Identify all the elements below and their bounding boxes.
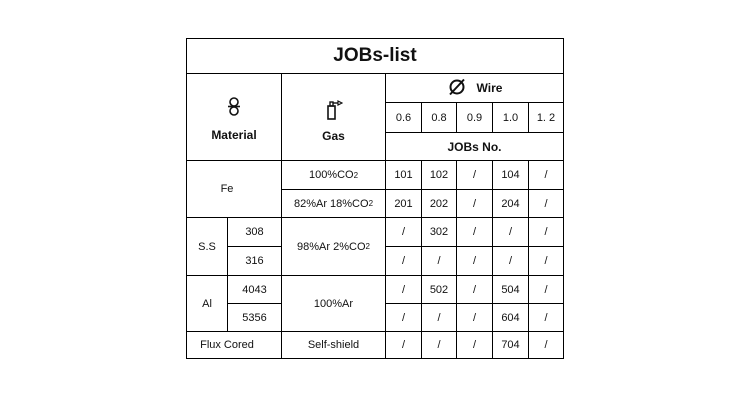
job-cell: /	[544, 255, 548, 267]
job-cell: 502	[429, 283, 449, 296]
material-header-label: Material	[211, 127, 257, 142]
gas-cell: 100%Ar	[313, 297, 354, 310]
grade-cell: 5356	[242, 311, 267, 324]
job-cell: /	[401, 311, 406, 324]
job-cell: 302	[429, 226, 449, 238]
gas-header-label: Gas	[322, 128, 345, 143]
job-cell: /	[544, 226, 548, 238]
job-cell: 504	[501, 283, 520, 296]
job-cell: /	[472, 226, 477, 238]
material-fe: Fe	[220, 183, 234, 195]
jobs-no-header: JOBs No.	[447, 139, 502, 154]
gas-cell: 100%CO 2	[308, 169, 359, 181]
job-cell: /	[544, 311, 548, 324]
job-cell: /	[401, 339, 406, 351]
job-cell: /	[472, 283, 477, 296]
gas-cell: Self-shield	[307, 339, 360, 351]
gas-cell: 98%Ar 2%CO 2	[297, 240, 370, 253]
wire-size: 1.0	[502, 111, 519, 124]
job-cell: /	[472, 169, 477, 181]
gas-cell: 82%Ar 18%CO 2	[293, 197, 374, 210]
job-cell: 704	[501, 339, 520, 351]
material-al: Al	[202, 297, 212, 310]
grade-cell: 316	[245, 255, 264, 267]
grade-cell: 4043	[242, 283, 267, 296]
job-cell: 201	[394, 197, 413, 210]
job-cell: /	[472, 311, 477, 324]
wire-header-label: Wire	[476, 81, 503, 95]
diameter-icon	[447, 78, 467, 99]
job-cell: /	[472, 255, 477, 267]
grade-cell: 308	[245, 226, 264, 238]
job-cell: /	[544, 197, 548, 210]
wire-header	[386, 74, 563, 102]
material-header	[187, 74, 281, 160]
job-cell: 204	[501, 197, 520, 210]
job-cell: /	[472, 197, 477, 210]
job-cell: /	[437, 255, 441, 267]
gas-cylinder-icon	[325, 98, 343, 123]
job-cell: /	[401, 226, 406, 238]
table-title: JOBs-list	[333, 45, 417, 66]
jobs-list-table	[186, 38, 564, 359]
material-flux-cored: Flux Cored	[200, 339, 254, 351]
job-cell: /	[437, 339, 441, 351]
job-cell: /	[401, 255, 406, 267]
wire-size: 1. 2	[536, 111, 556, 124]
job-cell: /	[544, 169, 548, 181]
job-cell: 604	[501, 311, 520, 324]
job-cell: /	[544, 339, 548, 351]
material-ss: S.S	[198, 240, 216, 253]
job-cell: /	[401, 283, 406, 296]
job-cell: 104	[501, 169, 520, 181]
job-cell: /	[508, 226, 513, 238]
job-cell: /	[544, 283, 548, 296]
job-cell: 101	[394, 169, 413, 181]
job-cell: /	[508, 255, 513, 267]
job-cell: 102	[429, 169, 449, 181]
job-cell: 202	[429, 197, 449, 210]
job-cell: /	[472, 339, 477, 351]
weld-bead-icon	[227, 97, 241, 120]
job-cell: /	[437, 311, 441, 324]
wire-size: 0.9	[466, 111, 483, 124]
wire-size: 0.8	[431, 111, 447, 124]
gas-header	[282, 74, 385, 160]
wire-size: 0.6	[395, 111, 412, 124]
